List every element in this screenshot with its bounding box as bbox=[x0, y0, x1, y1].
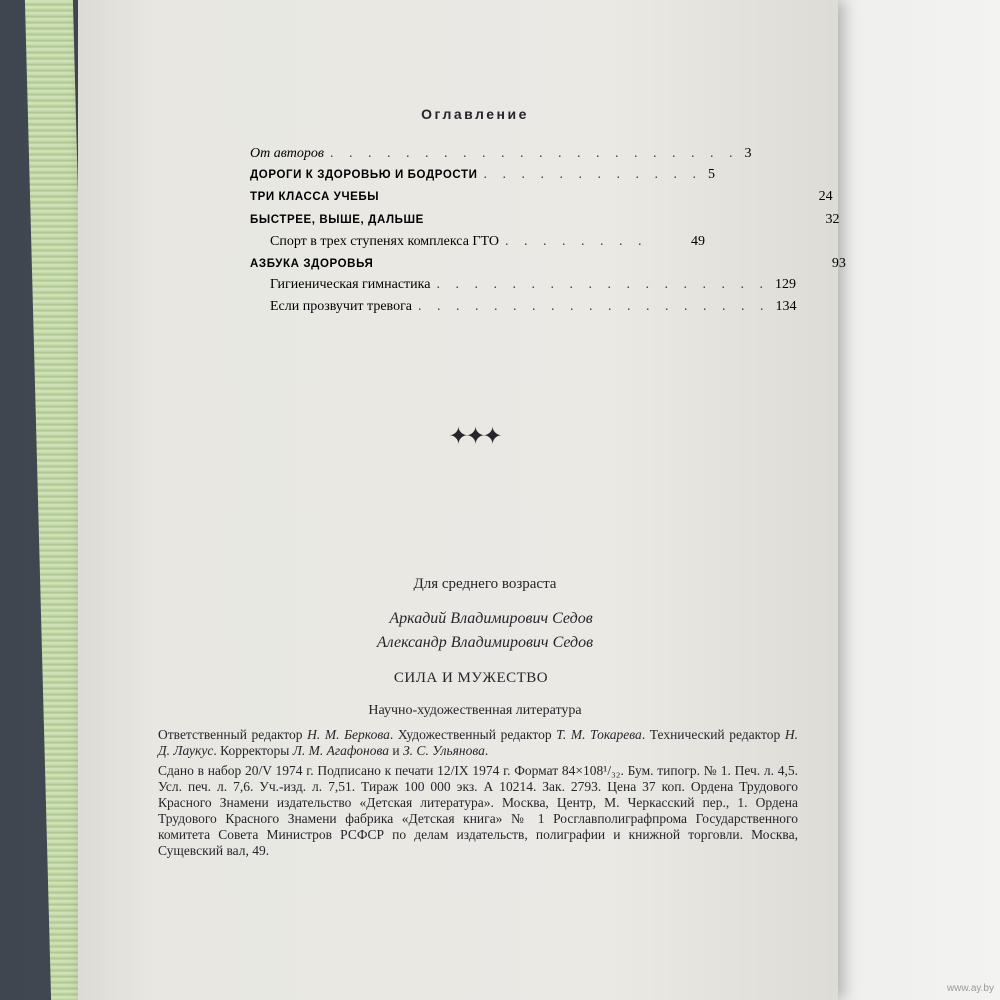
toc-title: Оглавление bbox=[421, 106, 529, 122]
toc-label: Спорт в трех ступенях комплекса ГТО bbox=[270, 234, 499, 249]
toc-row bbox=[270, 277, 796, 297]
toc-page: 49 bbox=[691, 234, 705, 249]
toc-page: 3 bbox=[744, 146, 752, 161]
ornament-divider: ✦✦✦ bbox=[448, 424, 500, 450]
toc-row bbox=[250, 146, 752, 166]
imprint-text: Ответственный редактор bbox=[158, 727, 308, 742]
toc-row bbox=[250, 256, 846, 276]
author-2: Александр Владимирович Седов bbox=[376, 634, 594, 651]
toc-row bbox=[250, 212, 840, 232]
audience-note: Для среднего возраста bbox=[413, 576, 557, 592]
corrector-name: Л. М. Агафонова bbox=[292, 743, 390, 758]
author-1: Аркадий Владимирович Седов bbox=[389, 610, 593, 627]
book-genre: Научно-художественная литература bbox=[368, 703, 582, 718]
toc-label: АЗБУКА ЗДОРОВЬЯ bbox=[250, 258, 374, 270]
art-editor-name: Т. М. Токарева bbox=[556, 727, 642, 742]
imprint-publishing-data: Сдано в набор 20/V 1974 г. Подписано к печати 12/IX 1974 г. Формат 84×108¹/₃₂. Бум. типогр. № 1. Печ. л. 4,5. Усл. печ. л. 7,6. Уч.-изд. л. 7,51. Тираж 100 000 экз. А 10214. Зак. 2793. Цена 37 коп. Ордена Трудового Красного Знамени издательство «Детская литература». Москва, Центр, М. Черкасский пер., 1. Ордена Трудового Красного Знамени фабрика «Детская книга» № 1 Росглавполиграфпрома Государственного комитета Совета Министров РСФСР по делам издательств, полиграфии и книжной торговли. Москва, Сущевский вал, 49. bbox=[158, 763, 798, 858]
imprint-text: . bbox=[484, 743, 489, 758]
tech-editor-name: Н. Д. Лаукус bbox=[158, 727, 798, 758]
imprint-text: . Художественный редактор bbox=[389, 727, 557, 742]
corrector-name: З. С. Ульянова bbox=[403, 743, 485, 758]
imprint-text: . Технический редактор bbox=[641, 727, 785, 742]
watermark: www.ay.by bbox=[946, 983, 994, 994]
toc-leader: . . . . . . . . . . . . . . . . . . bbox=[436, 277, 769, 292]
toc-row bbox=[270, 234, 705, 254]
toc-row bbox=[250, 189, 833, 209]
toc-label: ТРИ КЛАССА УЧЕБЫ bbox=[250, 191, 380, 203]
toc-label: От авторов bbox=[250, 146, 324, 161]
imprint-text: . Корректоры bbox=[213, 743, 293, 758]
toc-page: 93 bbox=[831, 256, 846, 271]
imprint-text: и bbox=[389, 743, 403, 758]
toc-leader: . . . . . . . . bbox=[504, 234, 648, 249]
toc-page: 24 bbox=[818, 189, 833, 204]
toc-label: Если прозвучит тревога bbox=[270, 299, 413, 314]
toc-label: Гигиеническая гимнастика bbox=[270, 277, 431, 292]
toc-label: ДОРОГИ К ЗДОРОВЬЮ И БОДРОСТИ bbox=[250, 169, 478, 181]
toc-row bbox=[270, 299, 797, 319]
toc-label: БЫСТРЕЕ, ВЫШЕ, ДАЛЬШЕ bbox=[250, 214, 424, 226]
editor-name: Н. М. Беркова bbox=[307, 727, 390, 742]
toc-leader: . . . . . . . . . . . . bbox=[483, 167, 703, 182]
toc-page: 32 bbox=[825, 212, 840, 227]
imprint-credits bbox=[158, 727, 798, 859]
toc-page: 134 bbox=[775, 299, 797, 314]
toc-row bbox=[250, 167, 716, 187]
book-title: СИЛА И МУЖЕСТВО bbox=[393, 670, 549, 686]
toc-leader: . . . . . . . . . . . . . . . . . . . bbox=[418, 299, 770, 314]
toc-page: 129 bbox=[774, 277, 796, 292]
toc-leader: . . . . . . . . . . . . . . . . . . . . . . bbox=[330, 146, 739, 161]
toc-page: 5 bbox=[708, 167, 716, 182]
